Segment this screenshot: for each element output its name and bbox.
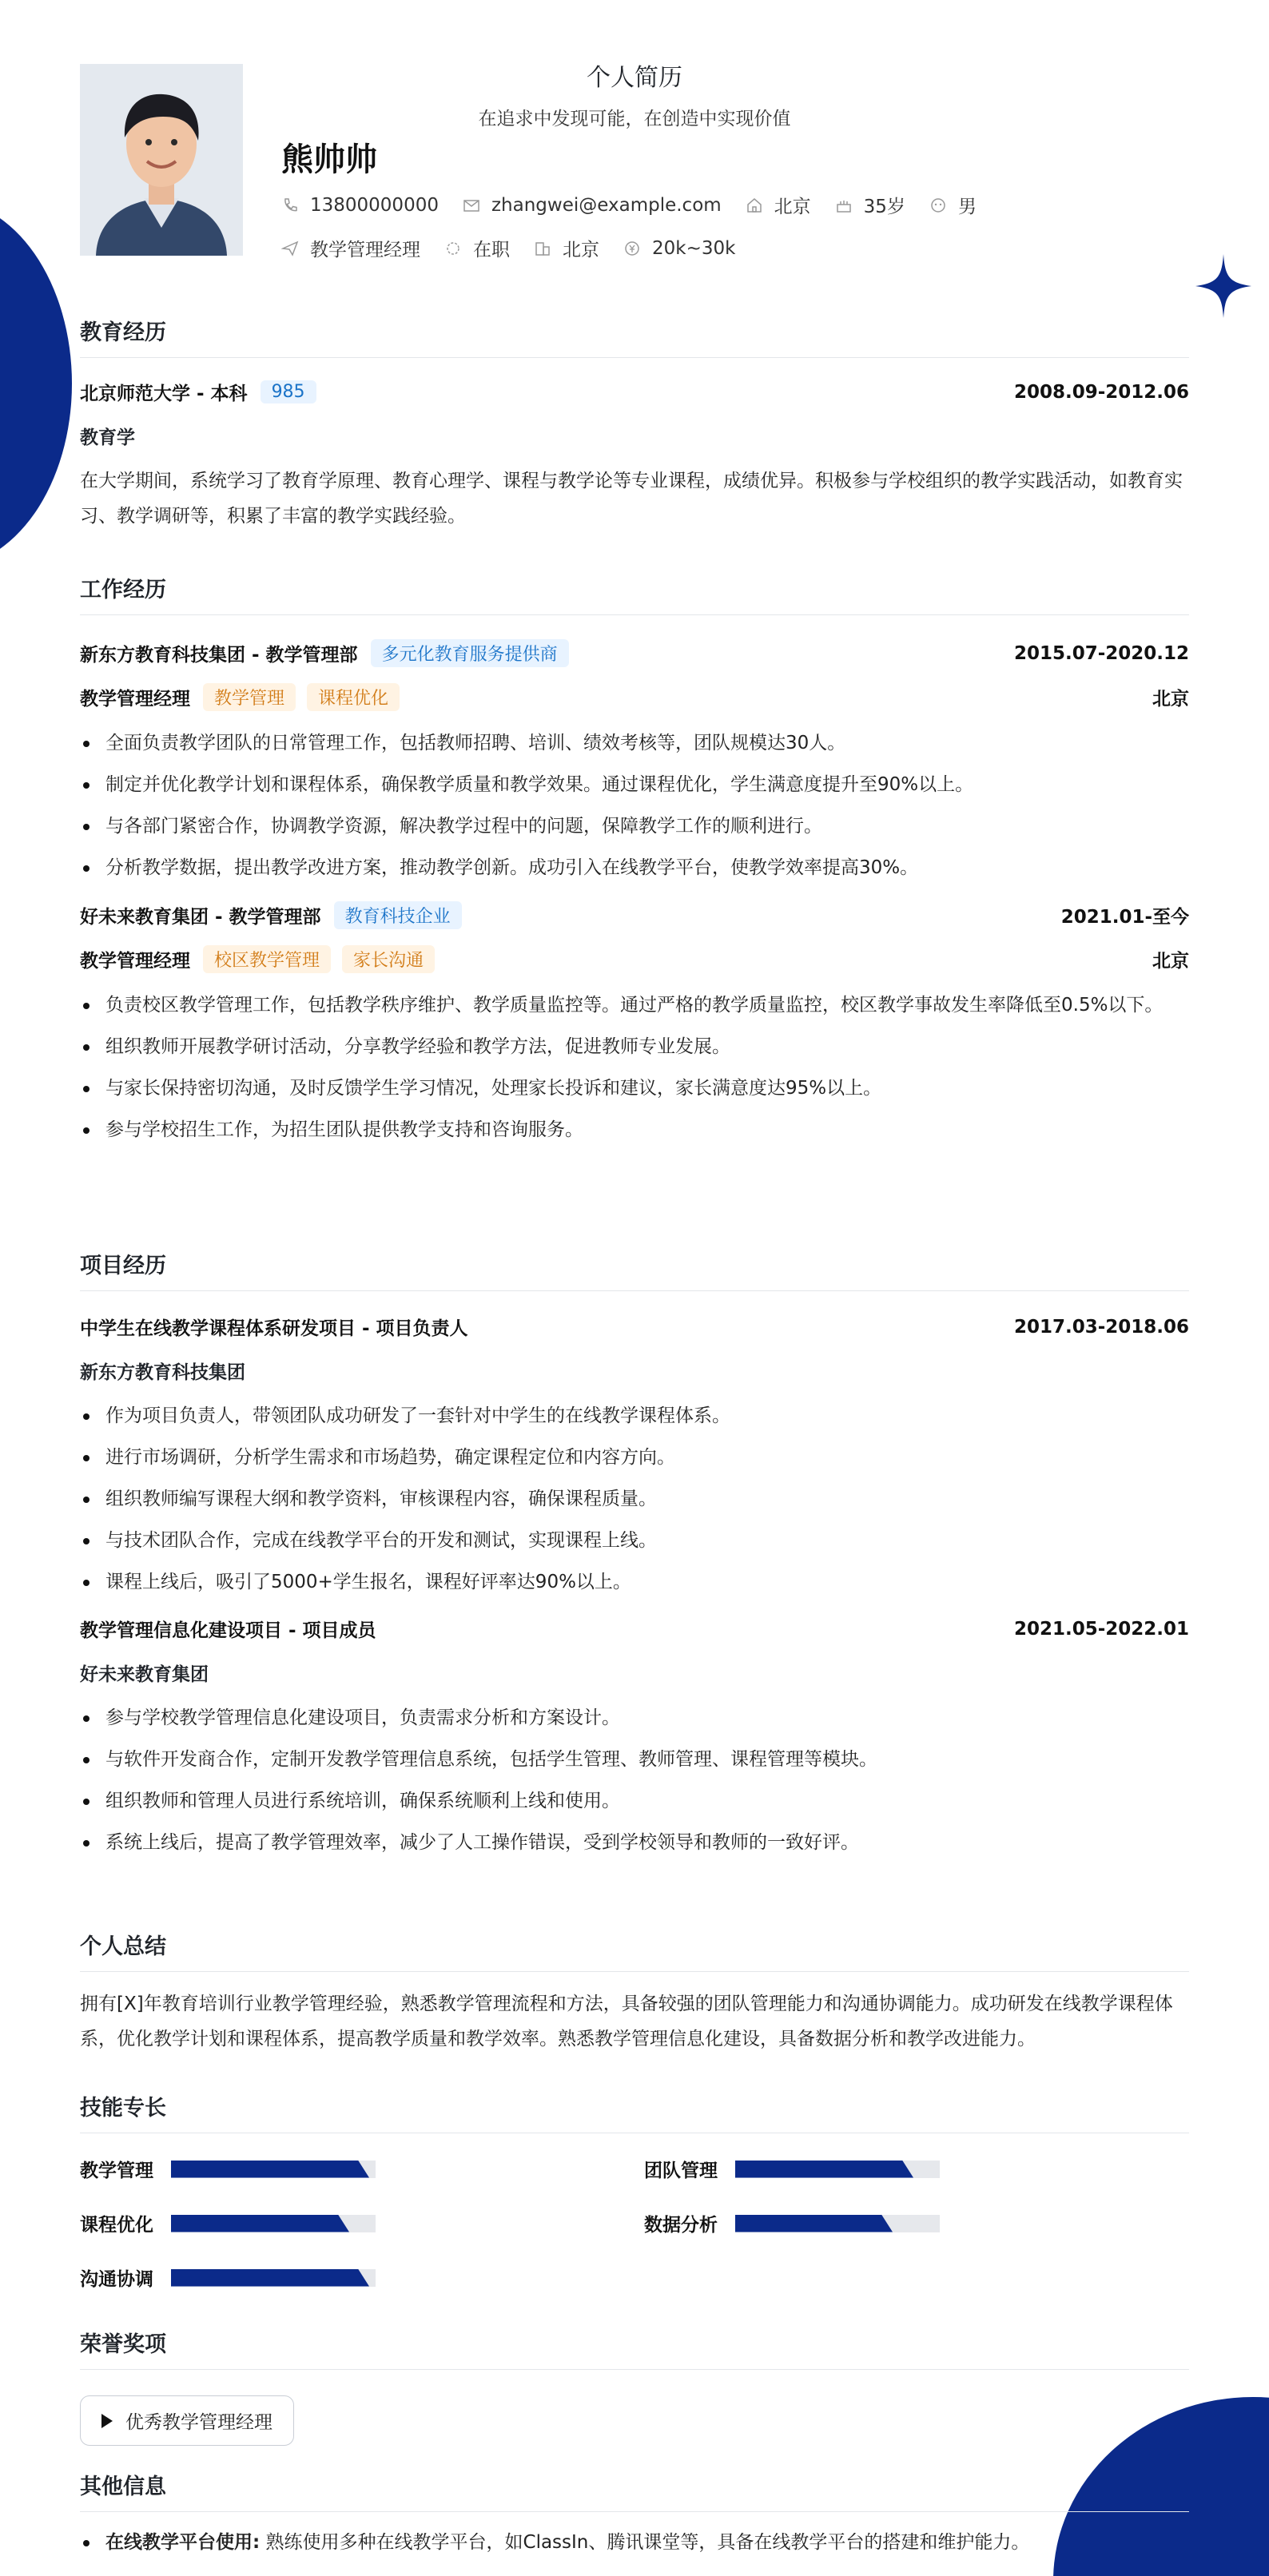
home-icon — [746, 197, 763, 214]
age-text: 35岁 — [863, 197, 905, 217]
mail-icon — [463, 197, 480, 214]
list-item: 组织教师和管理人员进行系统培训，确保系统顺利上线和使用。 — [80, 1783, 1189, 1819]
list-item: 进行市场调研，分析学生需求和市场趋势，确定课程定位和内容方向。 — [80, 1440, 1189, 1475]
other-title: 其他信息 — [80, 2469, 1189, 2512]
skill-label: 数据分析 — [644, 2215, 718, 2236]
award-name: 优秀教学管理经理 — [125, 2412, 272, 2433]
phone-text: 13800000000 — [310, 194, 439, 216]
info-city — [534, 235, 599, 261]
phone-icon — [281, 197, 299, 214]
info-location — [746, 192, 811, 218]
list-item: 与家长保持密切沟通，及时反馈学生学习情况，处理家长投诉和建议，家长满意度达95%以上。 — [80, 1071, 1189, 1106]
skill-item — [80, 2156, 376, 2182]
honors-section — [80, 2327, 1189, 2446]
education-date: 2008.09-2012.06 — [1013, 381, 1189, 403]
list-item: 与软件开发商合作，定制开发教学管理信息系统，包括学生管理、教师管理、课程管理等模块。 — [80, 1742, 1189, 1777]
other-text: 熟练使用多种在线教学平台，如ClassIn、腾讯课堂等，具备在线教学平台的搭建和维护能力。 — [265, 2532, 1030, 2553]
job-intent-row — [281, 235, 759, 261]
position-text: 教学管理经理 — [310, 240, 420, 260]
location-text: 北京 — [774, 197, 811, 217]
work-item-1-bullets — [80, 725, 1189, 885]
work-item-1-header — [80, 639, 1189, 667]
project-date: 2017.03-2018.06 — [1013, 1316, 1189, 1338]
list-item: 组织教师开展教学研讨活动，分享教学经验和教学方法，促进教师专业发展。 — [80, 1029, 1189, 1064]
project-1-header — [80, 1314, 1189, 1340]
age-icon — [835, 197, 853, 214]
salary-icon — [623, 240, 641, 257]
work-role: 教学管理经理 — [80, 951, 190, 972]
education-header-row — [80, 379, 1189, 405]
list-item: 全面负责教学团队的日常管理工作，包括教师招聘、培训、绩效考核等，团队规模达30人。 — [80, 725, 1189, 761]
send-icon — [281, 240, 299, 257]
work-city: 北京 — [1152, 689, 1189, 710]
summary-text: 拥有[X]年教育培训行业教学管理经验，熟悉教学管理流程和方法，具备较强的团队管理能力和沟通协调能力。成功研发在线教学课程体系，优化教学计划和课程体系，提高教学质量和教学效率。熟悉教学管理信息化建设，具备数据分析和教学改进能力。 — [80, 1994, 1173, 2049]
skill-label: 课程优化 — [80, 2215, 153, 2236]
skill-bar — [171, 2161, 376, 2178]
candidate-name: 熊帅帅 — [281, 141, 377, 178]
list-item: 课程上线后，吸引了5000+学生报名，课程好评率达90%以上。 — [80, 1564, 1189, 1600]
work-date: 2015.07-2020.12 — [1013, 642, 1189, 664]
work-section — [80, 572, 1189, 1154]
decorative-left-shape — [0, 200, 72, 567]
projects-title: 项目经历 — [80, 1248, 1189, 1291]
other-label: 在线教学平台使用: — [105, 2532, 261, 2553]
work-skill-tag: 教学管理 — [203, 683, 296, 711]
list-item: 系统上线后，提高了教学管理效率，减少了人工操作错误，受到学校领导和教师的一致好评。 — [80, 1825, 1189, 1860]
project-1-bullets — [80, 1398, 1189, 1600]
status-icon — [444, 240, 462, 257]
gender-text: 男 — [957, 197, 977, 217]
work-company-tag: 多元化教育服务提供商 — [371, 639, 569, 667]
project-org: 新东方教育科技集团 — [80, 1362, 245, 1383]
education-title: 教育经历 — [80, 315, 1189, 358]
play-triangle-icon — [101, 2414, 113, 2428]
skill-item — [644, 2156, 940, 2182]
list-item: 负责校区教学管理工作，包括教学秩序维护、教学质量监控等。通过严格的教学质量监控，校区教学事故发生率降低至0.5%以下。 — [80, 988, 1189, 1023]
skills-section — [80, 2090, 1189, 2133]
honors-title: 荣誉奖项 — [80, 2327, 1189, 2370]
skill-bar — [735, 2161, 940, 2178]
info-gender — [929, 192, 977, 218]
skill-bar-fill — [735, 2215, 893, 2232]
skill-bar-fill — [171, 2215, 349, 2232]
project-org: 好未来教育集团 — [80, 1664, 209, 1685]
work-date: 2021.01-至今 — [1060, 907, 1189, 928]
list-item: 作为项目负责人，带领团队成功研发了一套针对中学生的在线教学课程体系。 — [80, 1398, 1189, 1433]
summary-section — [80, 1929, 1189, 2057]
work-company: 好未来教育集团 - 教学管理部 — [80, 907, 321, 928]
other-section — [80, 2469, 1189, 2566]
list-item: 与技术团队合作，完成在线教学平台的开发和测试，实现课程上线。 — [80, 1523, 1189, 1558]
resume-subtitle: 在追求中发现可能，在创造中实现价值 — [478, 109, 791, 129]
work-item-1-role-row — [80, 683, 1189, 711]
project-2-bullets — [80, 1700, 1189, 1860]
profile-photo — [80, 64, 243, 256]
info-age — [835, 192, 905, 218]
info-status — [444, 235, 510, 261]
skill-bar — [171, 2269, 376, 2287]
work-company-tag: 教育科技企业 — [334, 901, 462, 929]
email-text: zhangwei@example.com — [491, 194, 722, 216]
resume-title: 个人简历 — [587, 64, 682, 92]
work-city: 北京 — [1152, 951, 1189, 972]
work-skill-tag: 课程优化 — [307, 683, 400, 711]
education-description: 在大学期间，系统学习了教育学原理、教育心理学、课程与教学论等专业课程，成绩优异。积极参与学校组织的教学实践活动，如教育实习、教学调研等，积累了丰富的教学实践经验。 — [80, 471, 1183, 527]
building-icon — [534, 240, 551, 257]
work-item-2-bullets — [80, 988, 1189, 1147]
city-text: 北京 — [563, 240, 599, 260]
info-phone — [281, 195, 439, 216]
work-company: 新东方教育科技集团 - 教学管理部 — [80, 645, 358, 666]
skill-bar — [735, 2215, 940, 2232]
other-list — [80, 2525, 1189, 2560]
info-email — [463, 195, 722, 216]
school-name: 北京师范大学 - 本科 — [80, 384, 248, 404]
project-2-header — [80, 1616, 1189, 1642]
education-section — [80, 315, 1189, 534]
list-item — [80, 2525, 1189, 2560]
work-skill-tag: 校区教学管理 — [203, 945, 331, 973]
list-item: 与各部门紧密合作，协调教学资源，解决教学过程中的问题，保障教学工作的顺利进行。 — [80, 809, 1189, 844]
info-salary — [623, 238, 735, 259]
skill-item — [644, 2210, 940, 2236]
work-item-2-role-row — [80, 945, 1189, 973]
list-item: 组织教师编写课程大纲和教学资料，审核课程内容，确保课程质量。 — [80, 1481, 1189, 1517]
work-role: 教学管理经理 — [80, 689, 190, 710]
award-badge — [80, 2395, 294, 2446]
skill-item — [80, 2210, 376, 2236]
skill-label: 沟通协调 — [80, 2269, 153, 2290]
list-item: 参与学校教学管理信息化建设项目，负责需求分析和方案设计。 — [80, 1700, 1189, 1735]
work-item-2-header — [80, 901, 1189, 929]
list-item: 参与学校招生工作，为招生团队提供教学支持和咨询服务。 — [80, 1112, 1189, 1147]
sparkle-star-icon — [1195, 254, 1251, 318]
skill-label: 教学管理 — [80, 2161, 153, 2181]
status-text: 在职 — [473, 240, 510, 260]
list-item: 制定并优化教学计划和课程体系，确保教学质量和教学效果。通过课程优化，学生满意度提升至90%以上。 — [80, 767, 1189, 802]
skills-title: 技能专长 — [80, 2090, 1189, 2133]
school-tag: 985 — [261, 380, 316, 403]
skill-bar — [171, 2215, 376, 2232]
skill-bar-fill — [735, 2161, 913, 2178]
work-skill-tag: 家长沟通 — [342, 945, 435, 973]
skill-bar-fill — [171, 2269, 369, 2287]
education-major: 教育学 — [80, 427, 135, 448]
skill-item — [80, 2264, 376, 2291]
skill-label: 团队管理 — [644, 2161, 718, 2181]
skill-bar-fill — [171, 2161, 369, 2178]
projects-section — [80, 1248, 1189, 1866]
salary-text: 20k~30k — [652, 237, 736, 259]
project-name: 教学管理信息化建设项目 - 项目成员 — [80, 1620, 376, 1641]
project-name: 中学生在线教学课程体系研发项目 - 项目负责人 — [80, 1318, 468, 1339]
summary-title: 个人总结 — [80, 1929, 1189, 1972]
project-date: 2021.05-2022.01 — [1013, 1618, 1189, 1640]
list-item: 分析教学数据，提出教学改进方案，推动教学创新。成功引入在线教学平台，使教学效率提高30%。 — [80, 850, 1189, 885]
contact-info-row — [281, 192, 1000, 218]
info-position — [281, 235, 420, 261]
gender-icon — [929, 197, 947, 214]
work-title: 工作经历 — [80, 572, 1189, 615]
